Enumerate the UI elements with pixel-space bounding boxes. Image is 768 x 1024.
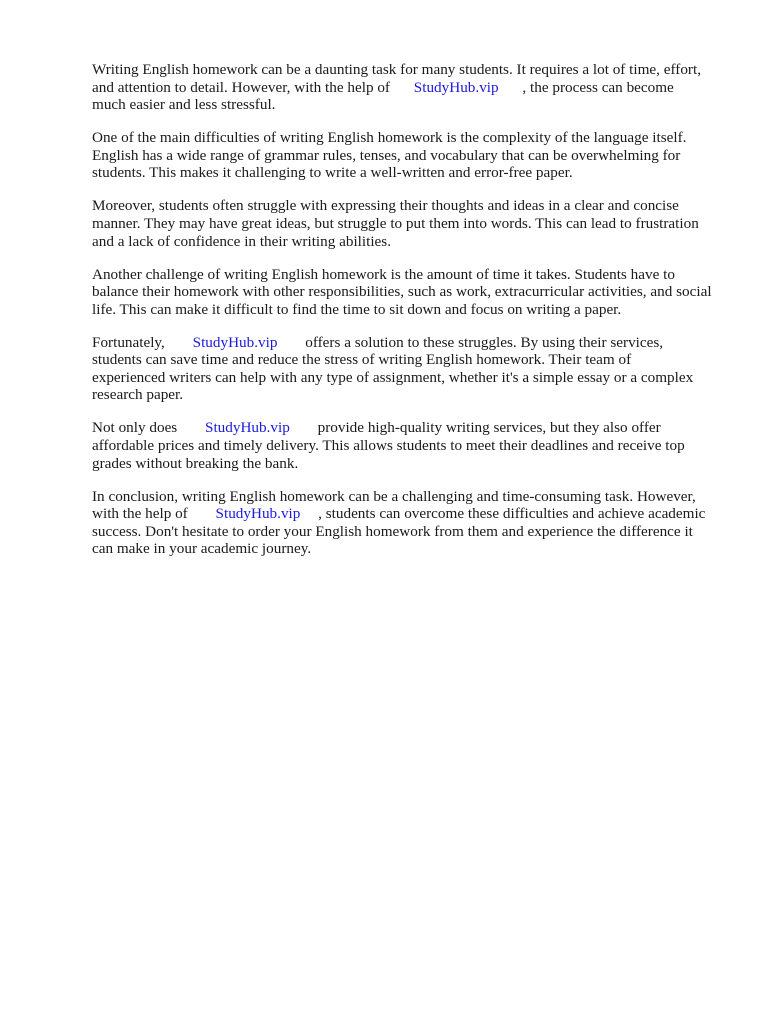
text-segment: Fortunately, (92, 333, 169, 351)
text-segment: offers a solution to these struggles. By using their services, (301, 333, 664, 351)
text-segment: can make in your academic journey. (92, 540, 312, 558)
text-line (92, 96, 732, 114)
text-segment: and a lack of confidence in their writing abilities. (92, 232, 392, 250)
paragraph-3 (92, 197, 732, 250)
studyhub-link[interactable]: StudyHub.vip (205, 419, 290, 437)
text-segment: , students can overcome these difficulties and achieve academic (314, 505, 706, 523)
text-segment: grades without breaking the bank. (92, 454, 299, 472)
paragraph-4 (92, 266, 732, 319)
text-line (92, 369, 732, 387)
document-body (92, 61, 732, 573)
text-segment: Another challenge of writing English homework is the amount of time it takes. Students have to (92, 265, 675, 283)
text-segment: with the help of (92, 505, 192, 523)
text-segment: students can save time and reduce the stress of writing English homework. Their team of (92, 351, 632, 369)
text-segment: students. This makes it challenging to write a well-written and error-free paper. (92, 164, 573, 182)
text-line (92, 540, 732, 558)
text-line (92, 334, 732, 352)
text-segment: balance their homework with other responsibilities, such as work, extracurricular activities, and social (92, 283, 712, 301)
text-line (92, 283, 732, 301)
text-line (92, 215, 732, 233)
text-segment: One of the main difficulties of writing English homework is the complexity of the language itself. (92, 129, 687, 147)
text-segment: manner. They may have great ideas, but struggle to put them into words. This can lead to frustration (92, 214, 699, 232)
text-line (92, 437, 732, 455)
text-line (92, 419, 732, 437)
text-line (92, 197, 732, 215)
text-segment: In conclusion, writing English homework can be a challenging and time-consuming task. However, (92, 487, 696, 505)
text-line (92, 79, 732, 97)
paragraph-7 (92, 488, 732, 558)
text-segment: affordable prices and timely delivery. This allows students to meet their deadlines and receive top (92, 437, 685, 455)
paragraph-2 (92, 129, 732, 182)
studyhub-link[interactable]: StudyHub.vip (215, 505, 301, 523)
text-line (92, 505, 732, 523)
text-segment: provide high-quality writing services, but they also offer (313, 419, 661, 437)
studyhub-link[interactable]: StudyHub.vip (413, 78, 499, 96)
text-line (92, 455, 732, 473)
text-segment: and attention to detail. However, with the help of (92, 78, 394, 96)
text-segment: Writing English homework can be a daunting task for many students. It requires a lot of time, effort, (92, 61, 701, 78)
text-segment: experienced writers can help with any type of assignment, whether it's a simple essay or a complex (92, 368, 694, 386)
text-segment: success. Don't hesitate to order your English homework from them and experience the difference it (92, 522, 693, 540)
text-line (92, 147, 732, 165)
paragraph-1 (92, 61, 732, 114)
text-segment: life. This can make it difficult to find the time to sit down and focus on writing a paper. (92, 300, 622, 318)
text-line (92, 164, 732, 182)
text-segment: much easier and less stressful. (92, 96, 276, 114)
text-segment: research paper. (92, 386, 184, 404)
text-line (92, 523, 732, 541)
text-segment: Not only does (92, 419, 182, 437)
text-segment: , the process can become (518, 78, 674, 96)
paragraph-6 (92, 419, 732, 472)
text-line (92, 351, 732, 369)
text-line (92, 488, 732, 506)
text-line (92, 266, 732, 284)
text-line (92, 233, 732, 251)
text-line (92, 301, 732, 319)
studyhub-link[interactable]: StudyHub.vip (192, 333, 278, 351)
text-line (92, 61, 732, 79)
text-segment: Moreover, students often struggle with expressing their thoughts and ideas in a clear and concise (92, 197, 679, 215)
text-line (92, 386, 732, 404)
text-line (92, 129, 732, 147)
text-segment: English has a wide range of grammar rules, tenses, and vocabulary that can be overwhelming for (92, 146, 681, 164)
paragraph-5 (92, 334, 732, 404)
